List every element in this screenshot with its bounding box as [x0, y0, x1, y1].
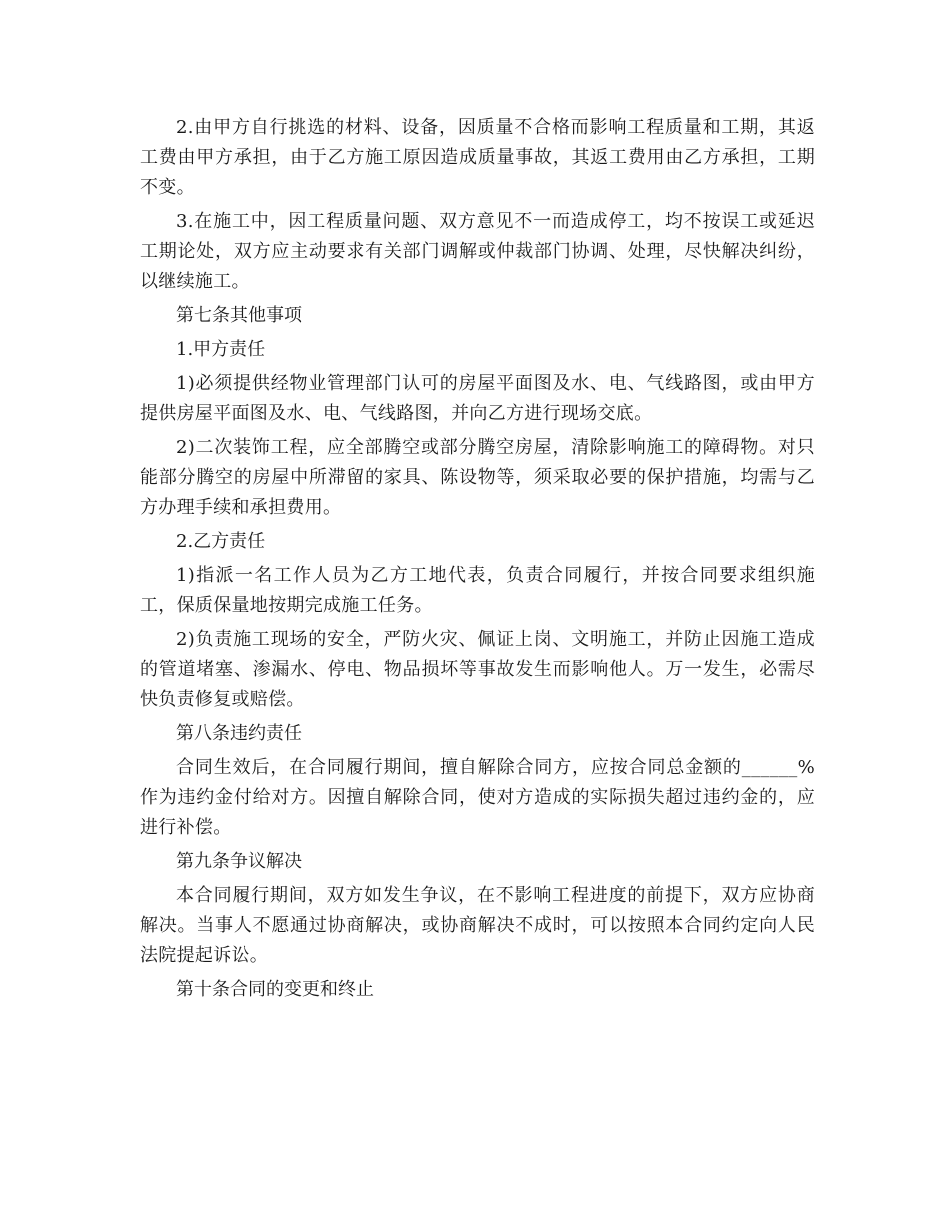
article-9-heading: 第九条争议解决: [176, 851, 302, 872]
paragraph-rework-cost: 2.由甲方自行挑选的材料、设备，因质量不合格而影响工程质量和工期，其返工费由甲方承担，由于乙方施工原因造成质量事故，其返工费用由乙方承担，工期不变。: [140, 117, 815, 198]
party-b-duty-2: 2)负责施工现场的安全，严防火灾、佩证上岗、文明施工，并防止因施工造成的管道堵塞、渗漏水、停电、物品损坏等事故发生而影响他人。万一发生，必需尽快负责修复或赔偿。: [140, 629, 815, 710]
paragraph-quality-dispute: 3.在施工中，因工程质量问题、双方意见不一而造成停工，均不按误工或延迟工期论处，双方应主动要求有关部门调解或仲裁部门协调、处理，尽快解决纠纷，以继续施工。: [140, 211, 815, 292]
dispute-resolution-text: 本合同履行期间，双方如发生争议，在不影响工程进度的前提下，双方应协商解决。当事人不愿通过协商解决，或协商解决不成时，可以按照本合同约定向人民法院提起诉讼。: [140, 885, 815, 966]
article-10-heading: 第十条合同的变更和终止: [176, 979, 374, 1000]
party-a-duties-heading: 1.甲方责任: [176, 339, 266, 360]
article-7-heading: 第七条其他事项: [176, 305, 302, 326]
party-b-duties-heading: 2.乙方责任: [176, 531, 266, 552]
breach-liability-text: 合同生效后，在合同履行期间，擅自解除合同方，应按合同总金额的______%作为违约金付给对方。因擅自解除合同，使对方造成的实际损失超过违约金的，应进行补偿。: [140, 757, 815, 838]
party-a-duty-2: 2)二次装饰工程，应全部腾空或部分腾空房屋，清除影响施工的障碍物。对只能部分腾空的房屋中所滞留的家具、陈设物等，须采取必要的保护措施，均需与乙方办理手续和承担费用。: [140, 437, 815, 518]
article-8-heading: 第八条违约责任: [176, 723, 302, 744]
party-b-duty-1: 1)指派一名工作人员为乙方工地代表，负责合同履行，并按合同要求组织施工，保质保量地按期完成施工任务。: [140, 565, 815, 616]
document-body: [140, 113, 815, 1009]
party-a-duty-1: 1)必须提供经物业管理部门认可的房屋平面图及水、电、气线路图，或由甲方提供房屋平面图及水、电、气线路图，并向乙方进行现场交底。: [140, 373, 815, 424]
